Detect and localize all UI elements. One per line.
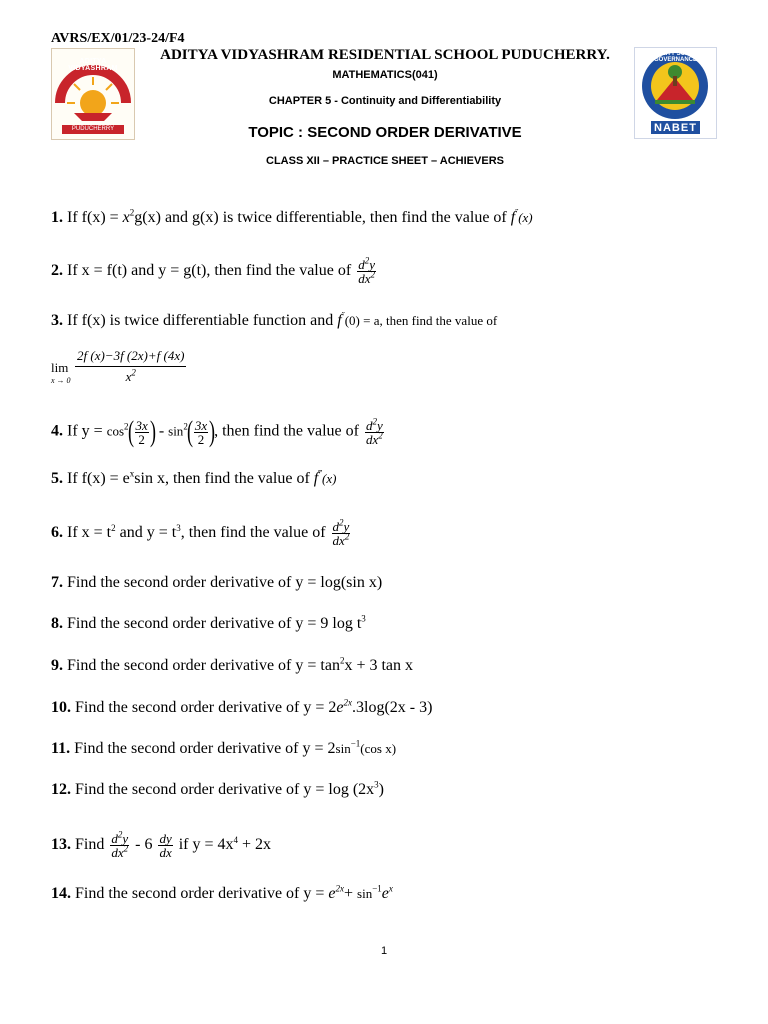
topic-title: TOPIC : SECOND ORDER DERIVATIVE	[248, 124, 522, 141]
question-11: 11. Find the second order derivative of $y = 2\sin^{-1}(\cos$ x)	[51, 738, 397, 757]
question-6: 6. If $x = t^2$ and $y = t^3$, then find the value of $\frac{d^2y}{dx^2}$	[51, 517, 350, 548]
question-4: 4. If $y = \cos^2$( $\frac{3x}{2}$ ) - $\sin^2$( $\frac{3x}{2}$ ), then find the value of $\frac{d^2y}{dx^2}$	[51, 415, 383, 448]
question-8: 8. Find the second order derivative of y = 9 $\log t^3$	[51, 613, 366, 632]
logo-right-ring-text: QUALITY SCHOOL GOVERNANCE	[648, 51, 703, 63]
question-10: 10. Find the second order derivative of $y = 2e^{2x}.3\log(2x - 3)$	[51, 697, 433, 716]
class-line: CLASS XII – PRACTICE SHEET – ACHIEVERS	[266, 155, 504, 167]
school-logo	[51, 48, 135, 140]
chapter-title: CHAPTER 5 - Continuity and Differentiability	[268, 95, 502, 107]
subject-title: MATHEMATICS(041)	[332, 69, 438, 81]
question-2: 2. If x = f(t) and y = g(t), then find the value of $\frac{d^2y}{dx^2}$	[51, 255, 375, 286]
fraction-d2y-dx2: $\frac{d^2y}{dx^2}$	[358, 255, 375, 286]
question-7: 7. Find the second order derivative of y = log(sin x)	[51, 574, 383, 591]
question-3: 3. If f(x) is twice differentiable function and f˝(0) = a, then find the value of	[51, 310, 498, 329]
question-13: 13. Find $\frac{d^2y}{dx^2}$ - 6 $\frac{dy}{dx}$ if $y = 4x^4 + 2x$	[51, 829, 272, 860]
question-5: 5. If $f(x) = e^x\sin$ x, then find the value of f‴(x)	[51, 468, 337, 487]
logo-right-badge: NABET	[654, 122, 697, 134]
question-14: 14. Find the second order derivative of $y = e^{2x}+ \sin^{-1}e^x$	[51, 883, 393, 902]
question-9: 9. Find the second order derivative of $y = \tan^2x + 3$ tan x	[51, 655, 414, 674]
school-name: ADITYA VIDYASHRAM RESIDENTIAL SCHOOL PUDUCHERRY.	[160, 47, 610, 63]
question-1: 1. If $f(x) = x^2g(x)$ and g(x) is twice differentiable, then find the value of f˝(x)	[51, 207, 533, 226]
question-12: 12. Find the second order derivative of $y = \log (2x^3)$	[51, 779, 384, 798]
logo-left-top-text: ADITYA VIDYASHRAM	[68, 58, 118, 72]
nabet-logo	[634, 47, 717, 139]
page-number: 1	[380, 945, 388, 957]
logo-left-bottom-text: PUDUCHERRY	[71, 126, 115, 132]
document-code: AVRS/EX/01/23-24/F4	[51, 31, 185, 46]
